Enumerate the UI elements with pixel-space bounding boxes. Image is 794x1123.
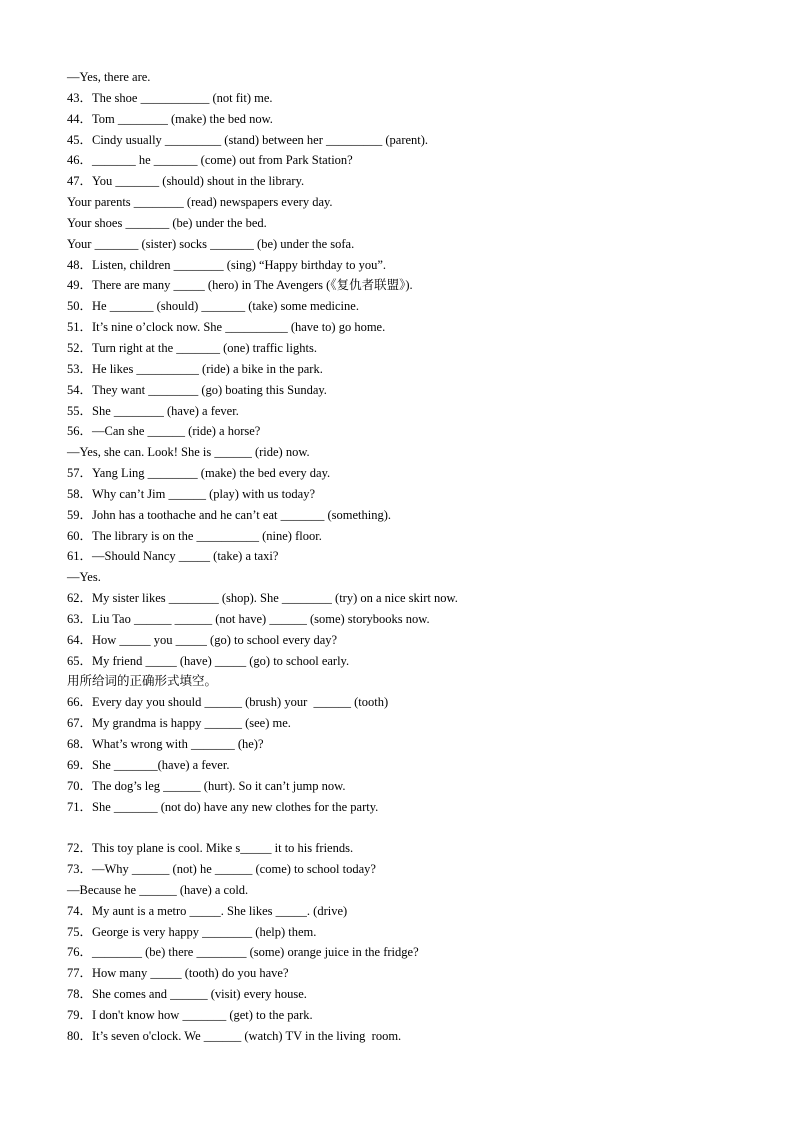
exercise-line: 57．Yang Ling ________ (make) the bed every day. <box>67 466 331 481</box>
exercise-line: 71．She _______ (not do) have any new clothes for the party. <box>67 799 379 814</box>
exercise-line: 50．He _______ (should) _______ (take) some medicine. <box>67 299 359 314</box>
exercise-line: Your _______ (sister) socks _______ (be) under the sofa. <box>67 236 355 251</box>
exercise-line: 80．It’s seven o'clock. We ______ (watch) TV in the living room. <box>67 1028 402 1043</box>
exercise-line: 67．My grandma is happy ______ (see) me. <box>67 716 291 731</box>
exercise-line: 68．What’s wrong with _______ (he)? <box>67 737 264 751</box>
exercise-line: 60．The library is on the __________ (nine) floor. <box>67 528 322 543</box>
exercise-line: 78．She comes and ______ (visit) every house. <box>67 987 307 1002</box>
exercise-line: 47．You _______ (should) shout in the library. <box>67 174 305 189</box>
exercise-line: 70．The dog’s leg ______ (hurt). So it can’t jump now. <box>67 778 346 793</box>
exercise-line: 46．_______ he _______ (come) out from Park Station? <box>67 153 353 168</box>
worksheet-page <box>67 67 747 1047</box>
exercise-line: 51．It’s nine o’clock now. She __________ (have to) go home. <box>67 320 386 335</box>
exercise-line: 58．Why can’t Jim ______ (play) with us today? <box>67 486 315 501</box>
exercise-line: —Yes, there are. <box>67 70 151 84</box>
exercise-line: 75．George is very happy ________ (help) them. <box>67 924 317 939</box>
exercise-line: 79．I don't know how _______ (get) to the park. <box>67 1007 313 1022</box>
exercise-line: 59．John has a toothache and he can’t eat _______ (something). <box>67 507 391 522</box>
exercise-line: 77．How many _____ (tooth) do you have? <box>67 966 289 981</box>
exercise-line: 64．How _____ you _____ (go) to school every day? <box>67 632 338 647</box>
exercise-line: Your parents ________ (read) newspapers every day. <box>67 195 333 210</box>
exercise-line: 43．The shoe ___________ (not fit) me. <box>67 90 273 105</box>
exercise-line: 65．My friend _____ (have) _____ (go) to school early. <box>67 653 350 668</box>
exercise-line: 52．Turn right at the _______ (one) traffic lights. <box>67 340 317 355</box>
exercise-line: 61．—Should Nancy _____ (take) a taxi? <box>67 549 279 564</box>
exercise-line: 73．—Why ______ (not) he ______ (come) to school today? <box>67 862 376 877</box>
blank-line <box>67 817 747 838</box>
exercise-line: 72．This toy plane is cool. Mike s_____ it to his friends. <box>67 841 354 856</box>
exercise-line: 74．My aunt is a metro _____. She likes _____. (drive) <box>67 903 348 918</box>
exercise-line: 用所给词的正确形式填空。 <box>67 674 218 689</box>
exercise-line: 45．Cindy usually _________ (stand) between her _________ (parent). <box>67 132 429 147</box>
exercise-line: 62．My sister likes ________ (shop). She ________ (try) on a nice skirt now. <box>67 591 458 606</box>
exercise-line: —Yes. <box>67 570 101 585</box>
exercise-line: 44．Tom ________ (make) the bed now. <box>67 111 273 126</box>
exercise-line: 63．Liu Tao ______ ______ (not have) ______ (some) storybooks now. <box>67 611 430 626</box>
exercise-line: 48．Listen, children ________ (sing) “Happy birthday to you”. <box>67 257 387 272</box>
exercise-line: 55．She ________ (have) a fever. <box>67 403 239 418</box>
exercise-line: Your shoes _______ (be) under the bed. <box>67 215 267 230</box>
exercise-line: 54．They want ________ (go) boating this Sunday. <box>67 382 327 397</box>
exercise-line: 69．She _______(have) a fever. <box>67 757 230 772</box>
exercise-line: 53．He likes __________ (ride) a bike in the park. <box>67 361 323 376</box>
exercise-line: 76．________ (be) there ________ (some) orange juice in the fridge? <box>67 945 419 960</box>
exercise-line: 49．There are many _____ (hero) in The Avengers (《复仇者联盟》). <box>67 278 413 293</box>
exercise-line: —Yes, she can. Look! She is ______ (ride) now. <box>67 445 310 460</box>
exercise-line: 66．Every day you should ______ (brush) your ______ (tooth) <box>67 695 389 710</box>
exercise-line: 56．—Can she ______ (ride) a horse? <box>67 424 261 439</box>
exercise-line: —Because he ______ (have) a cold. <box>67 882 249 897</box>
